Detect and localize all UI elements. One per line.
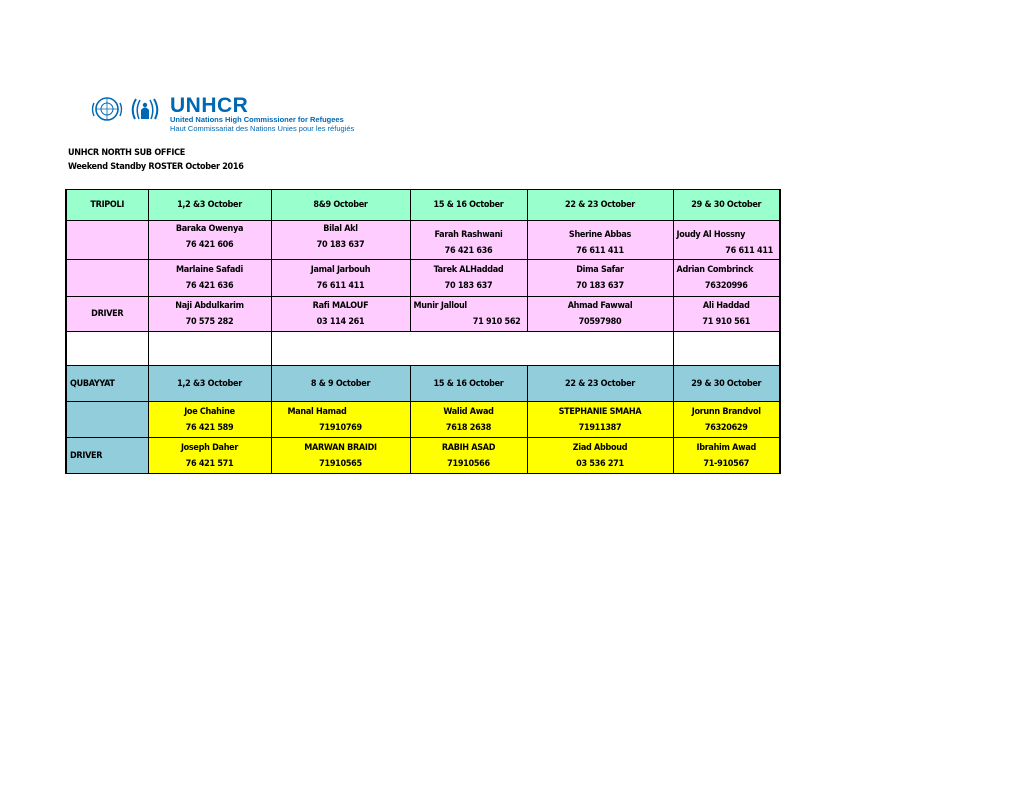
driver-name: Joseph Daher xyxy=(180,442,239,453)
driver-phone: 71 910 561 xyxy=(702,317,751,327)
staff-name: STEPHANIE SMAHA xyxy=(558,406,642,417)
roster-cell xyxy=(673,221,780,260)
staff-name: Sherine Abbas xyxy=(568,230,632,240)
staff-name: Joe Chahine xyxy=(184,406,235,417)
tripoli-staff-row-1 xyxy=(66,221,780,260)
roster-cell xyxy=(271,297,410,332)
roster-cell xyxy=(271,438,410,474)
driver-phone: 70597980 xyxy=(578,317,622,327)
empty-cell xyxy=(66,332,148,366)
tripoli-date: 15 & 16 October xyxy=(410,190,527,221)
staff-name: Jorunn Brandvol xyxy=(691,406,761,417)
row-label-empty xyxy=(66,260,148,297)
driver-name: Ahmad Fawwal xyxy=(567,301,633,311)
qubayyat-header-row xyxy=(66,366,780,402)
roster-cell xyxy=(673,297,780,332)
staff-phone: 76 611 411 xyxy=(725,246,773,256)
logo-subtitle-en: United Nations High Commissioner for Refugees xyxy=(170,115,344,124)
roster-cell xyxy=(673,438,780,474)
tripoli-date: 1,2 &3 October xyxy=(148,190,271,221)
roster-cell xyxy=(148,221,271,260)
staff-name: Marlaine Safadi xyxy=(176,265,243,275)
qubayyat-driver-row xyxy=(66,438,780,474)
roster-cell xyxy=(527,221,673,260)
roster-cell xyxy=(410,438,527,474)
driver-phone: 71-910567 xyxy=(703,458,750,469)
staff-phone: 76 421 636 xyxy=(444,246,493,256)
driver-phone: 03 114 261 xyxy=(316,317,365,327)
tripoli-driver-row xyxy=(66,297,780,332)
qubayyat-staff-row xyxy=(66,402,780,438)
roster-cell xyxy=(271,221,410,260)
driver-phone: 71910566 xyxy=(447,458,490,469)
staff-name: Manal Hamad xyxy=(287,406,347,417)
roster-cell xyxy=(673,260,780,297)
roster-cell xyxy=(410,221,527,260)
staff-name: Walid Awad xyxy=(443,406,494,417)
staff-name: Baraka Owenya xyxy=(175,224,244,234)
staff-name: Tarek ALHaddad xyxy=(433,265,504,275)
qubayyat-date: 8 & 9 October xyxy=(271,366,410,402)
tripoli-header-row xyxy=(66,190,780,221)
driver-phone: 76 421 571 xyxy=(185,458,234,469)
roster-cell xyxy=(527,297,673,332)
qubayyat-date: 29 & 30 October xyxy=(673,366,780,402)
staff-phone: 76 611 411 xyxy=(576,246,624,256)
staff-phone: 7618 2638 xyxy=(445,422,492,433)
staff-name: Dima Safar xyxy=(576,265,624,275)
driver-name: MARWAN BRAIDI xyxy=(304,442,377,453)
staff-phone: 70 183 637 xyxy=(316,240,365,250)
logo-brand-text: UNHCR xyxy=(170,94,249,117)
staff-phone: 76 611 411 xyxy=(316,281,365,291)
office-title: UNHCR NORTH SUB OFFICE xyxy=(68,148,185,158)
driver-name: Ziad Abboud xyxy=(572,442,628,453)
driver-name: RABIH ASAD xyxy=(441,442,496,453)
driver-name: Ibrahim Awad xyxy=(696,442,756,453)
staff-name: Farah Rashwani xyxy=(434,230,503,240)
un-emblem-icon xyxy=(90,95,124,123)
roster-cell xyxy=(148,438,271,474)
staff-phone: 76 421 636 xyxy=(185,281,234,291)
driver-phone: 71910565 xyxy=(319,458,362,469)
staff-phone: 70 183 637 xyxy=(444,281,493,291)
driver-name: Ali Haddad xyxy=(702,301,750,311)
spacer-row xyxy=(66,332,780,366)
driver-name: Naji Abdulkarim xyxy=(175,301,244,311)
staff-name: Bilal Akl xyxy=(323,224,358,234)
row-label-empty xyxy=(66,221,148,260)
staff-phone: 71911387 xyxy=(578,422,622,433)
driver-label: DRIVER xyxy=(66,297,148,332)
driver-label: DRIVER xyxy=(66,438,148,474)
driver-phone: 70 575 282 xyxy=(185,317,234,327)
roster-cell xyxy=(410,260,527,297)
roster-cell xyxy=(148,260,271,297)
staff-phone: 70 183 637 xyxy=(576,281,624,291)
roster-cell xyxy=(148,402,271,438)
empty-cell xyxy=(673,332,780,366)
staff-name: Joudy Al Hossny xyxy=(676,230,746,240)
staff-phone: 76 421 589 xyxy=(185,422,234,433)
roster-cell xyxy=(271,402,410,438)
roster-cell xyxy=(148,297,271,332)
staff-phone: 76 421 606 xyxy=(185,240,234,250)
tripoli-date: 8&9 October xyxy=(271,190,410,221)
roster-cell xyxy=(271,260,410,297)
driver-phone: 03 536 271 xyxy=(576,458,624,469)
driver-phone: 71 910 562 xyxy=(472,317,521,327)
staff-name: Jamal Jarbouh xyxy=(310,265,371,275)
roster-cell xyxy=(410,297,527,332)
staff-phone: 76320629 xyxy=(704,422,748,433)
qubayyat-label: QUBAYYAT xyxy=(66,366,148,402)
qubayyat-date: 1,2 &3 October xyxy=(148,366,271,402)
unhcr-logo xyxy=(90,93,355,133)
tripoli-staff-row-2 xyxy=(66,260,780,297)
staff-phone: 71910769 xyxy=(319,422,362,433)
driver-name: Rafi MALOUF xyxy=(312,301,369,311)
roster-table xyxy=(65,189,781,474)
empty-cell xyxy=(148,332,271,366)
qubayyat-date: 15 & 16 October xyxy=(410,366,527,402)
logo-subtitle-fr: Haut Commissariat des Nations Unies pour les réfugiés xyxy=(170,124,355,133)
roster-cell xyxy=(527,260,673,297)
qubayyat-date: 22 & 23 October xyxy=(527,366,673,402)
roster-cell xyxy=(527,438,673,474)
empty-cell xyxy=(271,332,673,366)
staff-phone: 76320996 xyxy=(704,281,748,291)
tripoli-label: TRIPOLI xyxy=(66,190,148,221)
tripoli-date: 22 & 23 October xyxy=(527,190,673,221)
roster-cell xyxy=(527,402,673,438)
row-label-empty xyxy=(66,402,148,438)
staff-name: Adrian Combrinck xyxy=(676,265,754,275)
driver-name: Munir Jalloul xyxy=(413,301,467,311)
tripoli-date: 29 & 30 October xyxy=(673,190,780,221)
roster-cell xyxy=(410,402,527,438)
unhcr-emblem-icon xyxy=(128,95,162,123)
roster-cell xyxy=(673,402,780,438)
roster-title: Weekend Standby ROSTER October 2016 xyxy=(68,162,244,172)
